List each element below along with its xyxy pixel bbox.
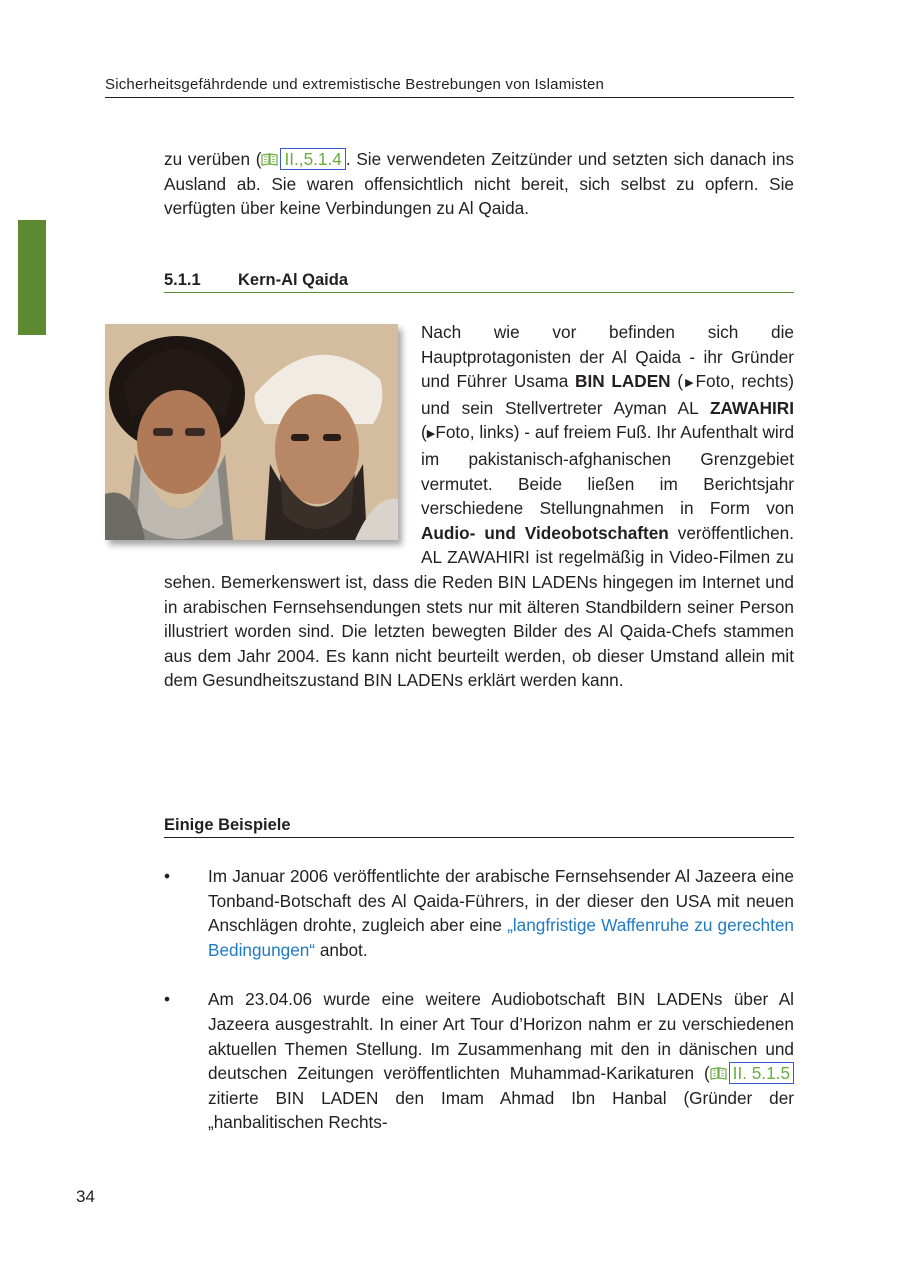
- list-item: [164, 987, 794, 1135]
- page-number: 34: [76, 1187, 95, 1206]
- list-item: [164, 864, 794, 962]
- bold-name-bin-laden: BIN LADEN: [575, 371, 671, 392]
- example-1-text-end: anbot.: [315, 939, 368, 960]
- play-arrow-icon: ▶: [426, 428, 436, 441]
- book-icon: [710, 1067, 727, 1080]
- bold-name-zawahiri: ZAWAHIRI: [709, 397, 794, 418]
- main-paragraph: [164, 320, 794, 693]
- section-title: Kern-Al Qaida: [238, 271, 349, 289]
- section-heading: [164, 271, 794, 293]
- book-icon: [261, 153, 278, 166]
- cross-reference-label[interactable]: II. 5.1.5: [729, 1062, 794, 1084]
- main-text-1: Nach wie vor befinden sich die Hauptprotagonisten der Al Qaida - ihr Gründer und Führer Usama: [421, 322, 794, 392]
- main-text-5: Foto, links) - auf freiem Fuß. Ihr Aufenthalt wird im pakistanisch-afghanischen Grenzgebiet vermutet. Beide ließen im Berichtsjahr verschiedene Stellungnahmen in Form von: [421, 422, 795, 519]
- running-header: Sicherheitsgefährdende und extremistische Bestrebungen von Islamisten: [105, 76, 794, 98]
- example-1-text: Im Januar 2006 veröffentlichte der arabische Fernsehsender Al Jazeera eine Tonband-Botschaft des Al Qaida-Führers, in der dieser den USA mit neuen Anschlägen drohte, zugleich aber eine: [208, 866, 794, 936]
- intro-paragraph: [164, 147, 794, 221]
- cross-reference-link[interactable]: [710, 1063, 794, 1083]
- example-2-text-end: zitierte BIN LADEN den Imam Ahmad Ibn Hanbal (Gründer der „hanbalitischen Rechts-: [208, 1087, 794, 1133]
- example-2-text: Am 23.04.06 wurde eine weitere Audiobotschaft BIN LADENs über Al Jazeera ausgestrahlt. In einer Art Tour d’Horizon nahm er zu verschiedenen aktuellen Themen Stellung. Im Zusammenhang mit den in dänischen und deutschen Zeitungen veröffentlichten Muhammad-Karikaturen (: [208, 989, 794, 1084]
- intro-text-before: zu verüben (: [164, 149, 262, 169]
- main-text-4: (: [421, 422, 427, 443]
- examples-heading: Einige Beispiele: [164, 816, 794, 838]
- intro-text-after: . Sie verwendeten Zeitzünder und setzten sich danach ins Ausland ab. Sie waren offensichtlich nicht bereit, sich selbst zu opfern. Sie verfügten über keine Verbindungen zu Al Qaida.: [164, 149, 794, 219]
- bold-audio-video: Audio- und Videobotschaften: [421, 522, 669, 543]
- example-1-quote: „langfristige Waffenruhe zu gerechten Bedingungen“: [208, 915, 794, 960]
- section-number: 5.1.1: [164, 271, 201, 289]
- cross-reference-link[interactable]: [261, 149, 345, 169]
- bullet-icon: •: [164, 866, 171, 886]
- chapter-marker-bar: [18, 220, 46, 335]
- bullet-icon: •: [164, 989, 171, 1010]
- main-text-6: veröffentlichen. AL ZAWAHIRI ist regelmäßig in Video-Filmen zu sehen. Bemerkenswert ist, dass die Reden BIN LADENs hingegen im Internet und in arabischen Fernsehsendungen stets nur mit älteren Standbildern seiner Person illustriert worden sind. Die letzten bewegten Bilder des Al Qaida-Chefs stammen aus dem Jahr 2004. Es kann nicht beurteilt werden, ob dieser Umstand allein mit dem Gesundheitszustand BIN LADENs erklärt werden kann.: [164, 522, 794, 691]
- examples-list: [164, 864, 794, 1160]
- play-arrow-icon: ▶: [683, 377, 696, 390]
- cross-reference-label[interactable]: II.,5.1.4: [280, 148, 345, 170]
- main-text-2: (: [670, 371, 684, 392]
- main-text-3: Foto, rechts) und sein Stellvertreter Ayman AL: [421, 371, 794, 418]
- photo-float-space: [164, 320, 421, 566]
